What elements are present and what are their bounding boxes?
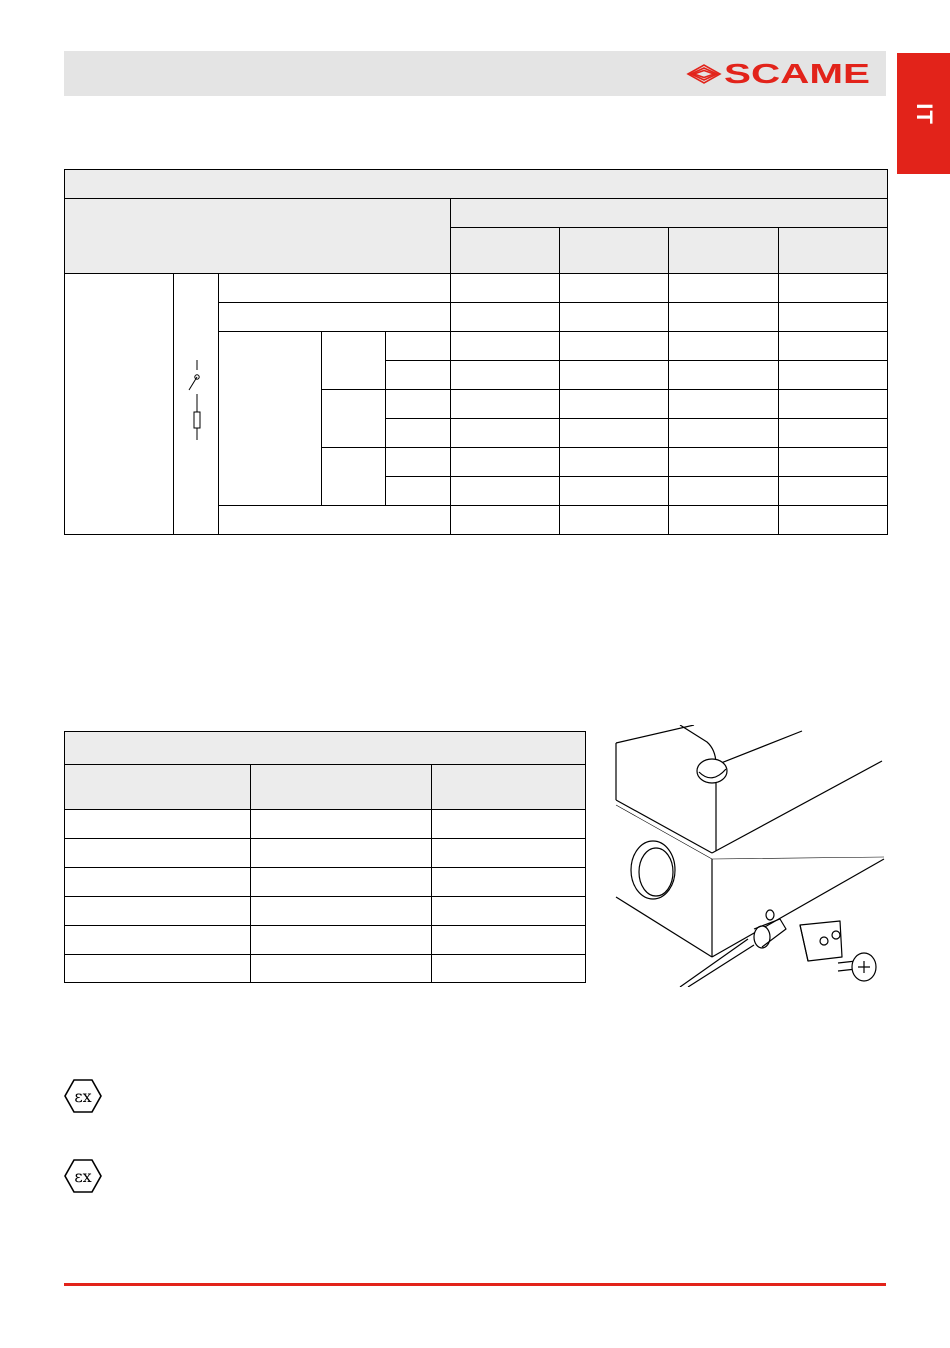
svg-text:SCAME: SCAME — [724, 60, 870, 88]
scame-logo — [686, 60, 872, 88]
table-cell — [65, 868, 251, 897]
table-cell — [779, 274, 888, 303]
table-cell — [386, 448, 451, 477]
table-cell — [779, 448, 888, 477]
table-cell — [322, 448, 386, 506]
language-tab-label: IT — [911, 102, 937, 125]
table-title-cell — [65, 732, 586, 765]
svg-text:εx: εx — [74, 1167, 92, 1186]
table-cell — [669, 361, 779, 390]
table-cell — [251, 868, 432, 897]
table-cell — [560, 448, 669, 477]
table-cell — [65, 897, 251, 926]
table-cell — [386, 361, 451, 390]
table-cell — [432, 926, 586, 955]
table-row — [65, 955, 586, 983]
table-header-cell — [560, 228, 669, 274]
table-header-cell — [65, 199, 451, 274]
table-cell — [251, 839, 432, 868]
table-cell — [451, 332, 560, 361]
table-cell — [322, 390, 386, 448]
table-cell — [779, 361, 888, 390]
svg-text:εx: εx — [74, 1087, 92, 1106]
table-header-row — [65, 765, 586, 810]
table-row — [65, 274, 888, 303]
table-cell — [779, 477, 888, 506]
table-cell — [451, 274, 560, 303]
table-header-row — [65, 199, 888, 228]
table-cell — [669, 303, 779, 332]
table-cell — [251, 955, 432, 983]
table-cell — [560, 274, 669, 303]
table-cell — [65, 926, 251, 955]
table-header-cell — [432, 765, 586, 810]
table-cell — [669, 419, 779, 448]
table-header-cell — [451, 228, 560, 274]
table-cell — [451, 477, 560, 506]
table-cell — [432, 955, 586, 983]
table-cell — [251, 897, 432, 926]
table-row — [65, 868, 586, 897]
table-cell — [251, 926, 432, 955]
table-cell — [560, 390, 669, 419]
table-cell — [322, 332, 386, 390]
table-cell — [386, 477, 451, 506]
table-title-row — [65, 170, 888, 199]
table-cell — [386, 332, 451, 361]
table-cell — [779, 506, 888, 535]
table-cell — [432, 868, 586, 897]
table-cell — [669, 274, 779, 303]
table-cell — [560, 477, 669, 506]
language-tab — [897, 53, 950, 174]
table-cell — [65, 810, 251, 839]
table-cell — [560, 332, 669, 361]
table-cell — [560, 303, 669, 332]
table-row — [65, 897, 586, 926]
table-cell — [669, 390, 779, 419]
table-cell — [432, 810, 586, 839]
ex-marking-icon — [64, 1078, 102, 1114]
table-cell — [451, 390, 560, 419]
table-cell — [219, 303, 451, 332]
table-header-cell — [65, 765, 251, 810]
table-cell — [779, 390, 888, 419]
table-cell — [65, 274, 174, 535]
table-header-cell — [669, 228, 779, 274]
table-cell — [451, 303, 560, 332]
table-cell — [451, 448, 560, 477]
table-cell — [65, 839, 251, 868]
table-cell — [669, 477, 779, 506]
table-cell — [779, 332, 888, 361]
table-cell — [451, 361, 560, 390]
ex-marking-icon — [64, 1158, 102, 1194]
table-cell — [65, 955, 251, 983]
table-cell — [386, 390, 451, 419]
table-cell — [669, 448, 779, 477]
table-row — [65, 810, 586, 839]
table-cell — [779, 303, 888, 332]
table-cell — [219, 506, 451, 535]
table-cell — [779, 419, 888, 448]
specification-table — [64, 169, 888, 535]
table-title-cell — [65, 170, 888, 199]
table-cell — [669, 332, 779, 361]
table-row — [65, 839, 586, 868]
table-row — [65, 926, 586, 955]
enclosure-ground-screw-illustration — [612, 725, 888, 987]
table-cell — [669, 506, 779, 535]
table-cell — [451, 506, 560, 535]
table-cell — [251, 810, 432, 839]
table-cell — [560, 361, 669, 390]
table-header-cell — [251, 765, 432, 810]
table-cell — [560, 419, 669, 448]
table-cell — [451, 419, 560, 448]
table-title-row — [65, 732, 586, 765]
footer-rule — [64, 1283, 886, 1286]
table-header-cell — [779, 228, 888, 274]
table-cell — [432, 839, 586, 868]
table-cell — [219, 274, 451, 303]
table-cell — [386, 419, 451, 448]
table-header-cell — [451, 199, 888, 228]
table-cell — [560, 506, 669, 535]
table-cell — [432, 897, 586, 926]
switch-fuse-symbol-icon — [176, 360, 218, 450]
secondary-table — [64, 731, 586, 983]
table-cell — [219, 332, 322, 506]
